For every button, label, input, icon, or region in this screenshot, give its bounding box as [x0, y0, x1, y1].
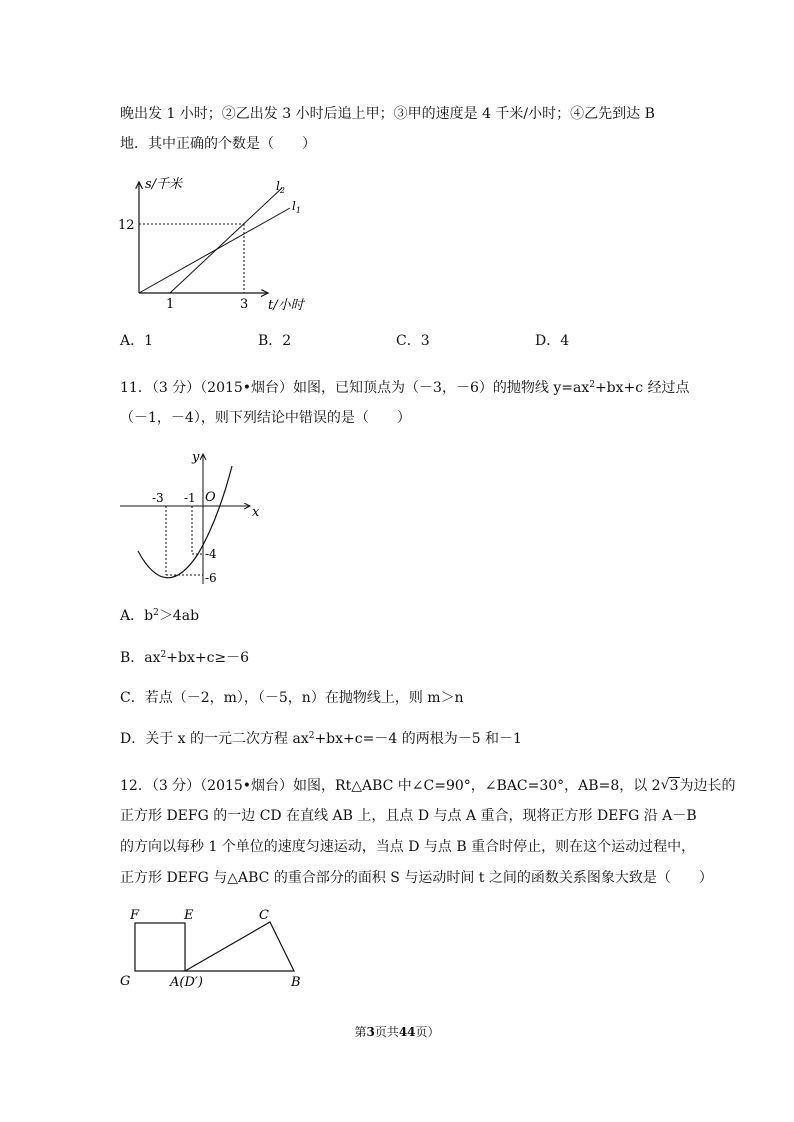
q12-text-line1: 12．（3 分）（2015•烟台）如图，Rt△ABC 中∠C=90°，∠BAC=30°，AB=8，以 2 √ 3为边长的 — [120, 777, 736, 794]
q11-text-line2: （－1，－4），则下列结论中错误的是（ ） — [120, 410, 411, 426]
q11-x-tick-neg3: -3 — [152, 491, 164, 505]
label-g: G — [120, 974, 131, 989]
q11-x-tick-neg1: -1 — [184, 491, 196, 505]
q12-text-line3: 的方向以每秒 1 个单位的速度匀速运动，当点 D 与点 B 重合时停止，则在这个运动过程中， — [120, 839, 696, 855]
q10-text-line2: 地．其中正确的个数是（ ） — [120, 136, 316, 152]
label-f: F — [130, 908, 140, 923]
q10-option-b: B．2 — [258, 333, 292, 349]
q11-origin-label: O — [205, 490, 216, 505]
q10-line-l1 — [139, 208, 290, 293]
q10-x-label: t/小时 — [268, 298, 304, 313]
q11-x-label: x — [252, 505, 260, 520]
label-a-d: A(D′) — [170, 975, 203, 990]
q10-option-a: A．1 — [120, 333, 154, 349]
q11-y-tick-neg4: -4 — [205, 547, 217, 561]
sqrt-symbol: √ 3 — [660, 777, 679, 794]
q10-option-c: C．3 — [396, 333, 430, 349]
q11-y-tick-neg6: -6 — [205, 571, 217, 585]
q10-y-tick-12: 12 — [118, 218, 135, 233]
label-e: E — [184, 908, 194, 923]
q11-y-label: y — [192, 450, 200, 465]
q10-option-d: D．4 — [535, 333, 570, 349]
q11-graph — [118, 448, 268, 590]
q10-text-line1: 晚出发 1 小时；②乙出发 3 小时后追上甲；③甲的速度是 4 千米/小时；④乙先到达 B — [120, 106, 655, 122]
q10-line-l2 — [170, 188, 282, 293]
q11-option-a: A．$b^2>4ab$ — [120, 608, 200, 624]
q11-text-line1: 11．（3 分）（2015•烟台）如图，已知顶点为（－3，－6）的抛物线 $y=ax^2+bx+c$ 经过点 — [120, 380, 690, 396]
q12-text-line2: 正方形 DEFG 的一边 CD 在直线 AB 上，且点 D 与点 A 重合，现将正方形 DEFG 沿 A－B — [120, 808, 697, 824]
label-c: C — [259, 908, 269, 923]
q11-option-b: B．$ax^2+bx+c\ge-6$ — [120, 650, 250, 666]
q11-parabola — [138, 466, 232, 578]
q10-x-tick-1: 1 — [166, 297, 175, 312]
q10-graph — [110, 170, 340, 315]
triangle-abc — [185, 922, 294, 971]
label-b: B — [291, 975, 301, 990]
square-defg — [135, 923, 185, 971]
q12-figure — [118, 905, 318, 993]
q10-x-tick-3: 3 — [240, 297, 249, 312]
q10-label-l1: $l_1$ — [292, 199, 301, 215]
q11-option-d: D．关于 x 的一元二次方程 $ax^2+bx+c=-4$ 的两根为－5 和－1 — [120, 731, 522, 747]
q10-label-l2: $l_2$ — [276, 179, 285, 195]
q12-text-line4: 正方形 DEFG 与△ABC 的重合部分的面积 S 与运动时间 t 之间的函数关系图象大致是（ ） — [120, 870, 713, 886]
q11-option-c: C．若点（－2，m），（－5，n）在抛物线上，则 m＞n — [120, 690, 464, 706]
q10-y-label: s/千米 — [145, 177, 183, 192]
page-footer: 第3页共44页） — [354, 1025, 440, 1039]
